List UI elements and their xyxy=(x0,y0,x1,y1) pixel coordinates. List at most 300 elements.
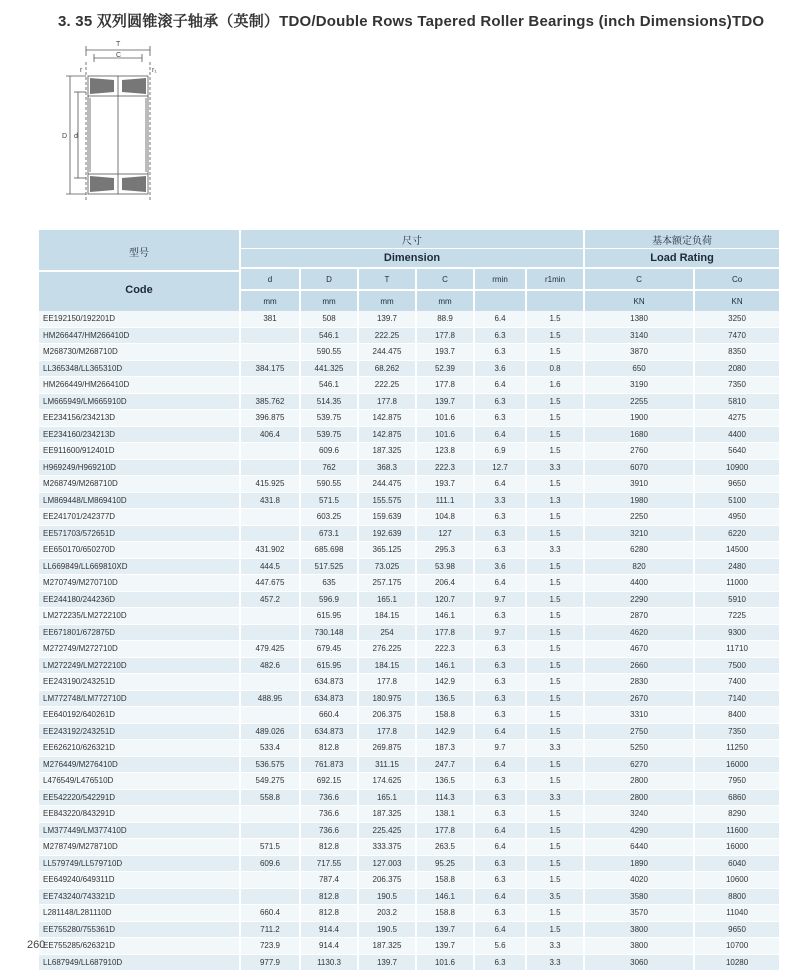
cell-code: EE234160/234213D xyxy=(39,427,239,444)
cell-T: 187.325 xyxy=(359,443,415,460)
cell-D: 546.1 xyxy=(301,377,357,394)
table-row xyxy=(39,361,779,378)
table-row xyxy=(39,823,779,840)
cell-T: 174.625 xyxy=(359,773,415,790)
cell-rmin: 6.3 xyxy=(475,509,525,526)
cell-rmin: 6.4 xyxy=(475,377,525,394)
cell-d: 396.875 xyxy=(241,410,299,427)
cell-r1min: 1.5 xyxy=(527,608,583,625)
cell-D: 571.5 xyxy=(301,493,357,510)
cell-d xyxy=(241,509,299,526)
cell-T: 139.7 xyxy=(359,311,415,328)
cell-rmin: 6.3 xyxy=(475,410,525,427)
cell-d xyxy=(241,328,299,345)
cell-C: 52.39 xyxy=(417,361,473,378)
cell-load-c: 2800 xyxy=(585,790,693,807)
code-header-en: Code xyxy=(125,284,153,296)
cell-d xyxy=(241,460,299,477)
cell-T: 254 xyxy=(359,625,415,642)
cell-C: 177.8 xyxy=(417,328,473,345)
cell-T: 73.025 xyxy=(359,559,415,576)
cell-d: 533.4 xyxy=(241,740,299,757)
diagram-label-d-outer: D xyxy=(62,133,68,140)
cell-D: 635 xyxy=(301,575,357,592)
dimension-header-en: Dimension xyxy=(241,248,583,267)
cell-C: 247.7 xyxy=(417,757,473,774)
cell-code: EE192150/192201D xyxy=(39,311,239,328)
cell-r1min: 1.5 xyxy=(527,592,583,609)
cell-D: 761.873 xyxy=(301,757,357,774)
cell-r1min: 1.3 xyxy=(527,493,583,510)
cell-C: 114.3 xyxy=(417,790,473,807)
cell-r1min: 1.5 xyxy=(527,658,583,675)
cell-load-c: 3310 xyxy=(585,707,693,724)
cell-load-co: 7350 xyxy=(695,724,779,741)
cell-r1min: 1.5 xyxy=(527,823,583,840)
cell-code: M276449/M276410D xyxy=(39,757,239,774)
cell-D: 812.8 xyxy=(301,905,357,922)
cell-rmin: 6.4 xyxy=(475,757,525,774)
cell-code: EE755280/755361D xyxy=(39,922,239,939)
cell-load-c: 5250 xyxy=(585,740,693,757)
cell-rmin: 6.3 xyxy=(475,608,525,625)
cell-load-c: 2760 xyxy=(585,443,693,460)
cell-d: 723.9 xyxy=(241,938,299,955)
cell-D: 812.8 xyxy=(301,740,357,757)
col-symbol: C xyxy=(417,267,473,289)
cell-load-c: 3910 xyxy=(585,476,693,493)
cell-code: EE243192/243251D xyxy=(39,724,239,741)
cell-T: 269.875 xyxy=(359,740,415,757)
cell-r1min: 1.5 xyxy=(527,691,583,708)
cell-rmin: 3.3 xyxy=(475,493,525,510)
col-unit: mm xyxy=(301,289,357,311)
cell-code: EE671801/672875D xyxy=(39,625,239,642)
cell-r1min: 3.5 xyxy=(527,889,583,906)
cell-d: 431.8 xyxy=(241,493,299,510)
cell-code: EE243190/243251D xyxy=(39,674,239,691)
cell-C: 139.7 xyxy=(417,938,473,955)
table-row xyxy=(39,509,779,526)
cell-d: 415.925 xyxy=(241,476,299,493)
cell-load-co: 11250 xyxy=(695,740,779,757)
cell-D: 660.4 xyxy=(301,707,357,724)
cell-r1min: 1.5 xyxy=(527,806,583,823)
cell-C: 136.5 xyxy=(417,773,473,790)
cell-T: 165.1 xyxy=(359,790,415,807)
cell-code: M270749/M270710D xyxy=(39,575,239,592)
cell-D: 812.8 xyxy=(301,889,357,906)
cell-rmin: 6.3 xyxy=(475,344,525,361)
cell-T: 184.15 xyxy=(359,658,415,675)
cell-C: 146.1 xyxy=(417,608,473,625)
cell-C: 139.7 xyxy=(417,922,473,939)
cell-C: 187.3 xyxy=(417,740,473,757)
cell-load-co: 14500 xyxy=(695,542,779,559)
table-row xyxy=(39,707,779,724)
cell-r1min: 1.5 xyxy=(527,872,583,889)
cell-T: 155.575 xyxy=(359,493,415,510)
cell-rmin: 6.3 xyxy=(475,872,525,889)
cell-r1min: 1.5 xyxy=(527,724,583,741)
cell-C: 222.3 xyxy=(417,641,473,658)
table-row xyxy=(39,344,779,361)
cell-load-c: 1380 xyxy=(585,311,693,328)
cell-r1min: 1.5 xyxy=(527,443,583,460)
cell-rmin: 6.3 xyxy=(475,394,525,411)
table-row xyxy=(39,476,779,493)
table-row xyxy=(39,938,779,955)
cell-C: 101.6 xyxy=(417,410,473,427)
cell-load-co: 4950 xyxy=(695,509,779,526)
load-header-zh: 基本额定负荷 xyxy=(585,230,779,248)
cell-d: 558.8 xyxy=(241,790,299,807)
cell-load-co: 5910 xyxy=(695,592,779,609)
cell-rmin: 3.6 xyxy=(475,361,525,378)
cell-d: 447.675 xyxy=(241,575,299,592)
table-row xyxy=(39,625,779,642)
cell-C: 222.3 xyxy=(417,460,473,477)
cell-C: 104.8 xyxy=(417,509,473,526)
table-row xyxy=(39,724,779,741)
cell-load-co: 10280 xyxy=(695,955,779,971)
cell-r1min: 1.5 xyxy=(527,427,583,444)
cell-d xyxy=(241,377,299,394)
cell-load-c: 3240 xyxy=(585,806,693,823)
cell-d xyxy=(241,344,299,361)
col-unit xyxy=(527,289,583,311)
cell-C: 53.98 xyxy=(417,559,473,576)
cell-C: 138.1 xyxy=(417,806,473,823)
cell-load-co: 7400 xyxy=(695,674,779,691)
cell-d: 488.95 xyxy=(241,691,299,708)
cell-load-co: 6860 xyxy=(695,790,779,807)
cell-d: 381 xyxy=(241,311,299,328)
cell-code: L476549/L476510D xyxy=(39,773,239,790)
cell-load-c: 2870 xyxy=(585,608,693,625)
cell-rmin: 6.4 xyxy=(475,575,525,592)
cell-C: 193.7 xyxy=(417,344,473,361)
cell-load-co: 9650 xyxy=(695,922,779,939)
cell-rmin: 6.3 xyxy=(475,658,525,675)
cell-T: 190.5 xyxy=(359,922,415,939)
cell-rmin: 6.4 xyxy=(475,839,525,856)
cell-T: 192.639 xyxy=(359,526,415,543)
cell-code: LM869448/LM869410D xyxy=(39,493,239,510)
cell-r1min: 3.3 xyxy=(527,740,583,757)
table-row xyxy=(39,394,779,411)
cell-load-co: 4400 xyxy=(695,427,779,444)
page-title: 3. 35 双列圆锥滚子轴承（英制）TDO/Double Rows Tapered Roller Bearings (inch Dimensions)TDO xyxy=(58,13,765,30)
cell-D: 762 xyxy=(301,460,357,477)
cell-code: L281148/L281110D xyxy=(39,905,239,922)
cell-code: LM377449/LM377410D xyxy=(39,823,239,840)
cell-rmin: 6.4 xyxy=(475,476,525,493)
cell-C: 206.4 xyxy=(417,575,473,592)
cell-load-c: 3570 xyxy=(585,905,693,922)
table-row xyxy=(39,856,779,873)
cell-D: 514.35 xyxy=(301,394,357,411)
table-row xyxy=(39,955,779,971)
cell-load-c: 3190 xyxy=(585,377,693,394)
cell-load-c: 6270 xyxy=(585,757,693,774)
cell-r1min: 1.5 xyxy=(527,922,583,939)
cell-rmin: 6.4 xyxy=(475,889,525,906)
cell-load-c: 6440 xyxy=(585,839,693,856)
cell-C: 177.8 xyxy=(417,625,473,642)
cell-load-c: 3800 xyxy=(585,922,693,939)
cell-load-c: 6280 xyxy=(585,542,693,559)
cell-T: 203.2 xyxy=(359,905,415,922)
cell-rmin: 6.3 xyxy=(475,905,525,922)
cell-load-co: 5100 xyxy=(695,493,779,510)
cell-r1min: 1.5 xyxy=(527,625,583,642)
cell-code: LL687949/LL687910D xyxy=(39,955,239,971)
cell-rmin: 6.3 xyxy=(475,806,525,823)
cell-load-c: 2670 xyxy=(585,691,693,708)
cell-load-c: 4400 xyxy=(585,575,693,592)
cell-rmin: 5.6 xyxy=(475,938,525,955)
cell-load-c: 1980 xyxy=(585,493,693,510)
table-row xyxy=(39,410,779,427)
cell-code: EE571703/572651D xyxy=(39,526,239,543)
cell-C: 177.8 xyxy=(417,823,473,840)
cell-D: 590.55 xyxy=(301,476,357,493)
cell-C: 263.5 xyxy=(417,839,473,856)
cell-T: 165.1 xyxy=(359,592,415,609)
cell-C: 193.7 xyxy=(417,476,473,493)
cell-T: 311.15 xyxy=(359,757,415,774)
cell-C: 142.9 xyxy=(417,674,473,691)
cell-T: 187.325 xyxy=(359,938,415,955)
cell-D: 634.873 xyxy=(301,691,357,708)
cell-C: 158.8 xyxy=(417,707,473,724)
cell-C: 95.25 xyxy=(417,856,473,873)
cell-code: LM665949/LM665910D xyxy=(39,394,239,411)
table-row xyxy=(39,806,779,823)
cell-load-co: 7950 xyxy=(695,773,779,790)
cell-code: M268749/M268710D xyxy=(39,476,239,493)
cell-r1min: 1.5 xyxy=(527,476,583,493)
load-header-en: Load Rating xyxy=(585,248,779,267)
cell-r1min: 1.5 xyxy=(527,559,583,576)
cell-d xyxy=(241,443,299,460)
cell-load-c: 2750 xyxy=(585,724,693,741)
cell-load-c: 3800 xyxy=(585,938,693,955)
cell-rmin: 9.7 xyxy=(475,592,525,609)
cell-code: EE244180/244236D xyxy=(39,592,239,609)
cell-rmin: 6.3 xyxy=(475,674,525,691)
cell-C: 123.8 xyxy=(417,443,473,460)
cell-C: 127 xyxy=(417,526,473,543)
cell-load-c: 2255 xyxy=(585,394,693,411)
cell-code: M268730/M268710D xyxy=(39,344,239,361)
cell-r1min: 3.3 xyxy=(527,938,583,955)
cell-r1min: 1.5 xyxy=(527,757,583,774)
cell-T: 333.375 xyxy=(359,839,415,856)
cell-C: 139.7 xyxy=(417,394,473,411)
table-row xyxy=(39,740,779,757)
cell-d: 482.6 xyxy=(241,658,299,675)
table-row xyxy=(39,674,779,691)
cell-load-c: 650 xyxy=(585,361,693,378)
cell-load-c: 2830 xyxy=(585,674,693,691)
cell-r1min: 1.5 xyxy=(527,344,583,361)
cell-T: 142.875 xyxy=(359,427,415,444)
cell-rmin: 6.4 xyxy=(475,823,525,840)
cell-D: 736.6 xyxy=(301,823,357,840)
cell-rmin: 6.4 xyxy=(475,922,525,939)
cell-D: 787.4 xyxy=(301,872,357,889)
table-row xyxy=(39,839,779,856)
cell-T: 184.15 xyxy=(359,608,415,625)
cell-rmin: 6.3 xyxy=(475,542,525,559)
cell-d: 385.762 xyxy=(241,394,299,411)
cell-code: LL365348/LL365310D xyxy=(39,361,239,378)
cell-D: 692.15 xyxy=(301,773,357,790)
cell-D: 596.9 xyxy=(301,592,357,609)
cell-load-co: 16000 xyxy=(695,757,779,774)
cell-D: 615.95 xyxy=(301,608,357,625)
cell-d: 977.9 xyxy=(241,955,299,971)
cell-load-co: 2480 xyxy=(695,559,779,576)
cell-load-co: 6040 xyxy=(695,856,779,873)
cell-load-co: 11040 xyxy=(695,905,779,922)
cell-code: EE241701/242377D xyxy=(39,509,239,526)
cell-load-c: 4620 xyxy=(585,625,693,642)
cell-T: 177.8 xyxy=(359,674,415,691)
cell-D: 508 xyxy=(301,311,357,328)
cell-d xyxy=(241,889,299,906)
cell-r1min: 1.5 xyxy=(527,839,583,856)
cell-load-c: 3210 xyxy=(585,526,693,543)
cell-load-c: 6070 xyxy=(585,460,693,477)
cell-D: 914.4 xyxy=(301,922,357,939)
cell-code: H969249/H969210D xyxy=(39,460,239,477)
code-header-zh: 型号 xyxy=(39,233,239,272)
cell-rmin: 6.4 xyxy=(475,427,525,444)
cell-d xyxy=(241,806,299,823)
cell-T: 159.639 xyxy=(359,509,415,526)
cell-T: 225.425 xyxy=(359,823,415,840)
cell-r1min: 1.5 xyxy=(527,509,583,526)
cell-load-c: 3870 xyxy=(585,344,693,361)
cell-rmin: 6.3 xyxy=(475,691,525,708)
cell-d: 660.4 xyxy=(241,905,299,922)
diagram-label-c: C xyxy=(116,52,122,59)
cell-rmin: 6.4 xyxy=(475,311,525,328)
cell-r1min: 1.5 xyxy=(527,311,583,328)
cell-rmin: 6.4 xyxy=(475,724,525,741)
cell-T: 244.475 xyxy=(359,344,415,361)
table-row xyxy=(39,757,779,774)
cell-rmin: 6.3 xyxy=(475,856,525,873)
cell-code: EE743240/743321D xyxy=(39,889,239,906)
cell-load-co: 8350 xyxy=(695,344,779,361)
cell-d: 406.4 xyxy=(241,427,299,444)
cell-T: 180.975 xyxy=(359,691,415,708)
col-unit: mm xyxy=(241,289,299,311)
col-unit: mm xyxy=(417,289,473,311)
cell-d: 536.575 xyxy=(241,757,299,774)
cell-T: 190.5 xyxy=(359,889,415,906)
cell-r1min: 1.5 xyxy=(527,394,583,411)
cell-T: 187.325 xyxy=(359,806,415,823)
cell-d xyxy=(241,526,299,543)
col-symbol: T xyxy=(359,267,415,289)
cell-d: 444.5 xyxy=(241,559,299,576)
cell-d: 609.6 xyxy=(241,856,299,873)
cell-load-c: 4290 xyxy=(585,823,693,840)
cell-code: EE640192/640261D xyxy=(39,707,239,724)
cell-T: 222.25 xyxy=(359,328,415,345)
cell-T: 142.875 xyxy=(359,410,415,427)
cell-r1min: 1.5 xyxy=(527,773,583,790)
cell-code: EE542220/542291D xyxy=(39,790,239,807)
col-symbol: d xyxy=(241,267,299,289)
diagram-label-t: T xyxy=(116,41,121,48)
cell-D: 914.4 xyxy=(301,938,357,955)
table-row xyxy=(39,493,779,510)
cell-r1min: 1.5 xyxy=(527,641,583,658)
cell-load-co: 11710 xyxy=(695,641,779,658)
table-row xyxy=(39,328,779,345)
cell-load-co: 7350 xyxy=(695,377,779,394)
cell-D: 736.6 xyxy=(301,806,357,823)
col-unit: mm xyxy=(359,289,415,311)
table-row xyxy=(39,377,779,394)
table-row xyxy=(39,542,779,559)
bearing-spec-table xyxy=(37,230,781,971)
table-row xyxy=(39,889,779,906)
table-body xyxy=(39,311,779,971)
col-symbol: D xyxy=(301,267,357,289)
table-row xyxy=(39,311,779,328)
cell-d: 489.026 xyxy=(241,724,299,741)
cell-load-c: 820 xyxy=(585,559,693,576)
table-row xyxy=(39,905,779,922)
cell-code: EE843220/843291D xyxy=(39,806,239,823)
cell-T: 206.375 xyxy=(359,872,415,889)
cell-load-c: 1680 xyxy=(585,427,693,444)
col-symbol: rmin xyxy=(475,267,525,289)
cell-load-co: 10900 xyxy=(695,460,779,477)
cell-C: 177.8 xyxy=(417,377,473,394)
cell-d: 549.275 xyxy=(241,773,299,790)
cell-C: 111.1 xyxy=(417,493,473,510)
cell-load-co: 9650 xyxy=(695,476,779,493)
cell-load-co: 16000 xyxy=(695,839,779,856)
cell-C: 146.1 xyxy=(417,658,473,675)
cell-C: 158.8 xyxy=(417,905,473,922)
cell-D: 812.8 xyxy=(301,839,357,856)
col-unit xyxy=(475,289,525,311)
cell-load-co: 10600 xyxy=(695,872,779,889)
cell-rmin: 9.7 xyxy=(475,625,525,642)
cell-d xyxy=(241,823,299,840)
cell-r1min: 1.5 xyxy=(527,410,583,427)
cell-load-co: 7225 xyxy=(695,608,779,625)
table-row xyxy=(39,592,779,609)
cell-rmin: 6.3 xyxy=(475,790,525,807)
cell-rmin: 9.7 xyxy=(475,740,525,757)
cell-code: HM266449/HM266410D xyxy=(39,377,239,394)
cell-r1min: 3.3 xyxy=(527,955,583,971)
cell-d xyxy=(241,872,299,889)
cell-rmin: 6.3 xyxy=(475,641,525,658)
cell-C: 295.3 xyxy=(417,542,473,559)
cell-code: EE911600/912401D xyxy=(39,443,239,460)
